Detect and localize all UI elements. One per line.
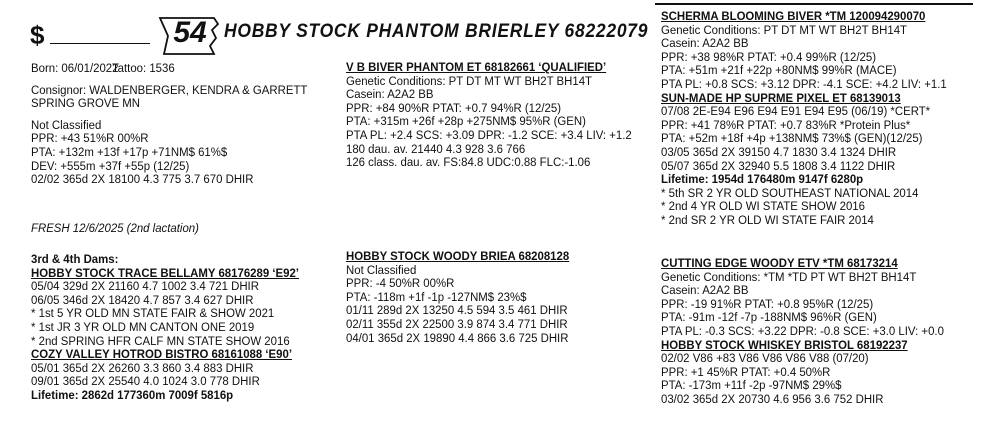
price-blank-line bbox=[50, 43, 150, 44]
sire-of-sire-line: PTA: +51m +21f +22p +80NM$ 99%R (MACE) bbox=[661, 63, 897, 78]
born-date: Born: 06/01/2022 bbox=[31, 61, 119, 75]
dams-heading: 3rd & 4th Dams: bbox=[31, 252, 119, 266]
sire-of-sire-line: Genetic Conditions: PT DT MT WT BH2T BH14T bbox=[661, 22, 908, 37]
sire-name: V B BIVER PHANTOM ET 68182661 ‘QUALIFIED’ bbox=[346, 60, 607, 74]
left-column bbox=[31, 62, 307, 187]
sire-block bbox=[346, 61, 632, 170]
top-rule bbox=[655, 3, 973, 5]
dams-section bbox=[31, 253, 299, 403]
sire-of-sire-line: PTA PL: +0.8 SCS: +3.12 DPR: -4.1 SCE: +4.2 LIV: +1.1 bbox=[661, 76, 947, 91]
sire-line: PTA: +315m +26f +28p +275NM$ 95%R (GEN) bbox=[346, 114, 586, 129]
currency-symbol: $ bbox=[30, 20, 45, 50]
dam-of-sire-name: SUN-MADE HP SUPRME PIXEL ET 68139013 bbox=[661, 90, 901, 105]
dam-detail-line: 04/01 365d 2X 19890 4.4 866 3.6 725 DHIR bbox=[346, 330, 569, 345]
dam-of-sire-line: 03/05 365d 2X 39150 4.7 1830 3.4 1324 DHIR bbox=[661, 144, 897, 159]
lot-title: HOBBY STOCK PHANTOM BRIERLEY 68222079 bbox=[224, 21, 649, 42]
dam-of-dam-line: PTA: -173m +11f -2p -97NM$ 29%$ bbox=[661, 378, 842, 393]
dam-of-dam-name: HOBBY STOCK WHISKEY BRISTOL 68192237 bbox=[661, 337, 908, 352]
classification: Not Classified bbox=[31, 117, 102, 132]
dam-line: * 2nd SPRING HFR CALF MN STATE SHOW 2016 bbox=[31, 333, 290, 348]
fourth-dam-name: COZY VALLEY HOTROD BISTRO 68161088 ‘E90’ bbox=[31, 347, 293, 362]
tattoo: Tattoo: 1536 bbox=[111, 61, 175, 75]
sire-of-dam-name: CUTTING EDGE WOODY ETV *TM 68173214 bbox=[661, 256, 898, 270]
sire-of-dam-block bbox=[661, 257, 944, 407]
dam-of-sire-line: PPR: +41 78%R PTAT: +0.7 83%R *Protein Plus* bbox=[661, 117, 911, 132]
sire-of-dam-line: PTA PL: -0.3 SCS: +3.22 DPR: -0.8 SCE: +3.0 LIV: +0.0 bbox=[661, 323, 944, 338]
sire-of-dam-line: Genetic Conditions: *TM *TD PT WT BH2T BH14T bbox=[661, 269, 917, 284]
dam-of-dam-line: 03/02 365d 2X 20730 4.6 956 3.6 752 DHIR bbox=[661, 391, 884, 406]
sire-line: Casein: A2A2 BB bbox=[346, 87, 434, 102]
dam-detail-line: PPR: -4 50%R 00%R bbox=[346, 276, 455, 291]
dam-line: * 1st JR 3 YR OLD MN CANTON ONE 2019 bbox=[31, 319, 255, 334]
dam-of-sire-honor: * 5th SR 2 YR OLD SOUTHEAST NATIONAL 2014 bbox=[661, 185, 919, 200]
sire-line: Genetic Conditions: PT DT MT WT BH2T BH14T bbox=[346, 73, 593, 88]
sire-of-dam-line: PTA: -91m -12f -7p -188NM$ 96%R (GEN) bbox=[661, 310, 877, 325]
dam-line: 05/04 329d 2X 21160 4.7 1002 3.4 721 DHIR bbox=[31, 279, 259, 294]
dam-of-sire-line: PTA: +52m +18f +4p +138NM$ 73%$ (GEN)(12/25) bbox=[661, 131, 923, 146]
consignor: Consignor: WALDENBERGER, KENDRA & GARRETT bbox=[31, 82, 308, 97]
dam-of-sire-line: 07/08 2E-E94 E96 E94 E91 E94 E95 (06/19) *CERT* bbox=[661, 104, 931, 119]
fresh-date: FRESH 12/6/2025 (2nd lactation) bbox=[31, 221, 199, 235]
sire-of-sire-name: SCHERMA BLOOMING BIVER *TM 120094290070 bbox=[661, 9, 926, 23]
lot-number: 54 bbox=[173, 16, 207, 49]
dam-block bbox=[346, 250, 569, 345]
dam-line: 09/01 365d 2X 25540 4.0 1024 3.0 778 DHIR bbox=[31, 374, 260, 389]
ppr: PPR: +43 51%R 00%R bbox=[31, 131, 149, 146]
dev: DEV: +555m +37f +55p (12/25) bbox=[31, 158, 190, 173]
sire-line: PTA PL: +2.4 SCS: +3.09 DPR: -1.2 SCE: +3.4 LIV: +1.2 bbox=[346, 127, 632, 142]
sire-of-sire-line: Casein: A2A2 BB bbox=[661, 36, 749, 51]
sire-of-sire-block bbox=[661, 10, 947, 228]
dam-detail-line: Not Classified bbox=[346, 262, 417, 277]
dam-of-sire-lifetime: Lifetime: 1954d 176480m 9147f 6280p bbox=[661, 172, 864, 187]
dam-line: 06/05 346d 2X 18420 4.7 857 3.4 627 DHIR bbox=[31, 292, 254, 307]
sire-line: 180 dau. av. 21440 4.3 928 3.6 766 bbox=[346, 141, 526, 156]
production-record: 02/02 365d 2X 18100 4.3 775 3.7 670 DHIR bbox=[31, 172, 254, 187]
dam-of-dam-line: 02/02 V86 +83 V86 V86 V86 V88 (07/20) bbox=[661, 351, 869, 366]
dam-of-sire-line: 05/07 365d 2X 32940 5.5 1808 3.4 1122 DHIR bbox=[661, 158, 896, 173]
dam-of-sire-honor: * 2nd SR 2 YR OLD WI STATE FAIR 2014 bbox=[661, 212, 874, 227]
sire-line: PPR: +84 90%R PTAT: +0.7 94%R (12/25) bbox=[346, 100, 562, 115]
sire-of-sire-line: PPR: +38 98%R PTAT: +0.4 99%R (12/25) bbox=[661, 49, 877, 64]
dam-of-dam-line: PPR: +1 45%R PTAT: +0.4 50%R bbox=[661, 364, 831, 379]
dam-detail-line: 02/11 355d 2X 22500 3.9 874 3.4 771 DHIR bbox=[346, 316, 568, 331]
dam-detail-line: 01/11 289d 2X 13250 4.5 594 3.5 461 DHIR bbox=[346, 303, 568, 318]
dam-line: 05/01 365d 2X 26260 3.3 860 3.4 883 DHIR bbox=[31, 360, 254, 375]
dam-line: * 1st 5 YR OLD MN STATE FAIR & SHOW 2021 bbox=[31, 306, 275, 321]
sire-line: 126 class. dau. av. FS:84.8 UDC:0.88 FLC:-1.06 bbox=[346, 155, 591, 170]
consignor-location: SPRING GROVE MN bbox=[31, 96, 140, 111]
third-dam-name: HOBBY STOCK TRACE BELLAMY 68176289 ‘E92’ bbox=[31, 265, 299, 280]
fourth-dam-lifetime: Lifetime: 2862d 177360m 7009f 5816p bbox=[31, 387, 234, 402]
dam-detail-line: PTA: -118m +1f -1p -127NM$ 23%$ bbox=[346, 289, 527, 304]
sire-of-dam-line: PPR: -19 91%R PTAT: +0.8 95%R (12/25) bbox=[661, 296, 874, 311]
dam-of-sire-honor: * 2nd 4 YR OLD WI STATE SHOW 2016 bbox=[661, 199, 865, 214]
dam-name: HOBBY STOCK WOODY BRIEA 68208128 bbox=[346, 249, 570, 263]
sire-of-dam-line: Casein: A2A2 BB bbox=[661, 283, 749, 298]
pta: PTA: +132m +13f +17p +71NM$ 61%$ bbox=[31, 144, 228, 159]
